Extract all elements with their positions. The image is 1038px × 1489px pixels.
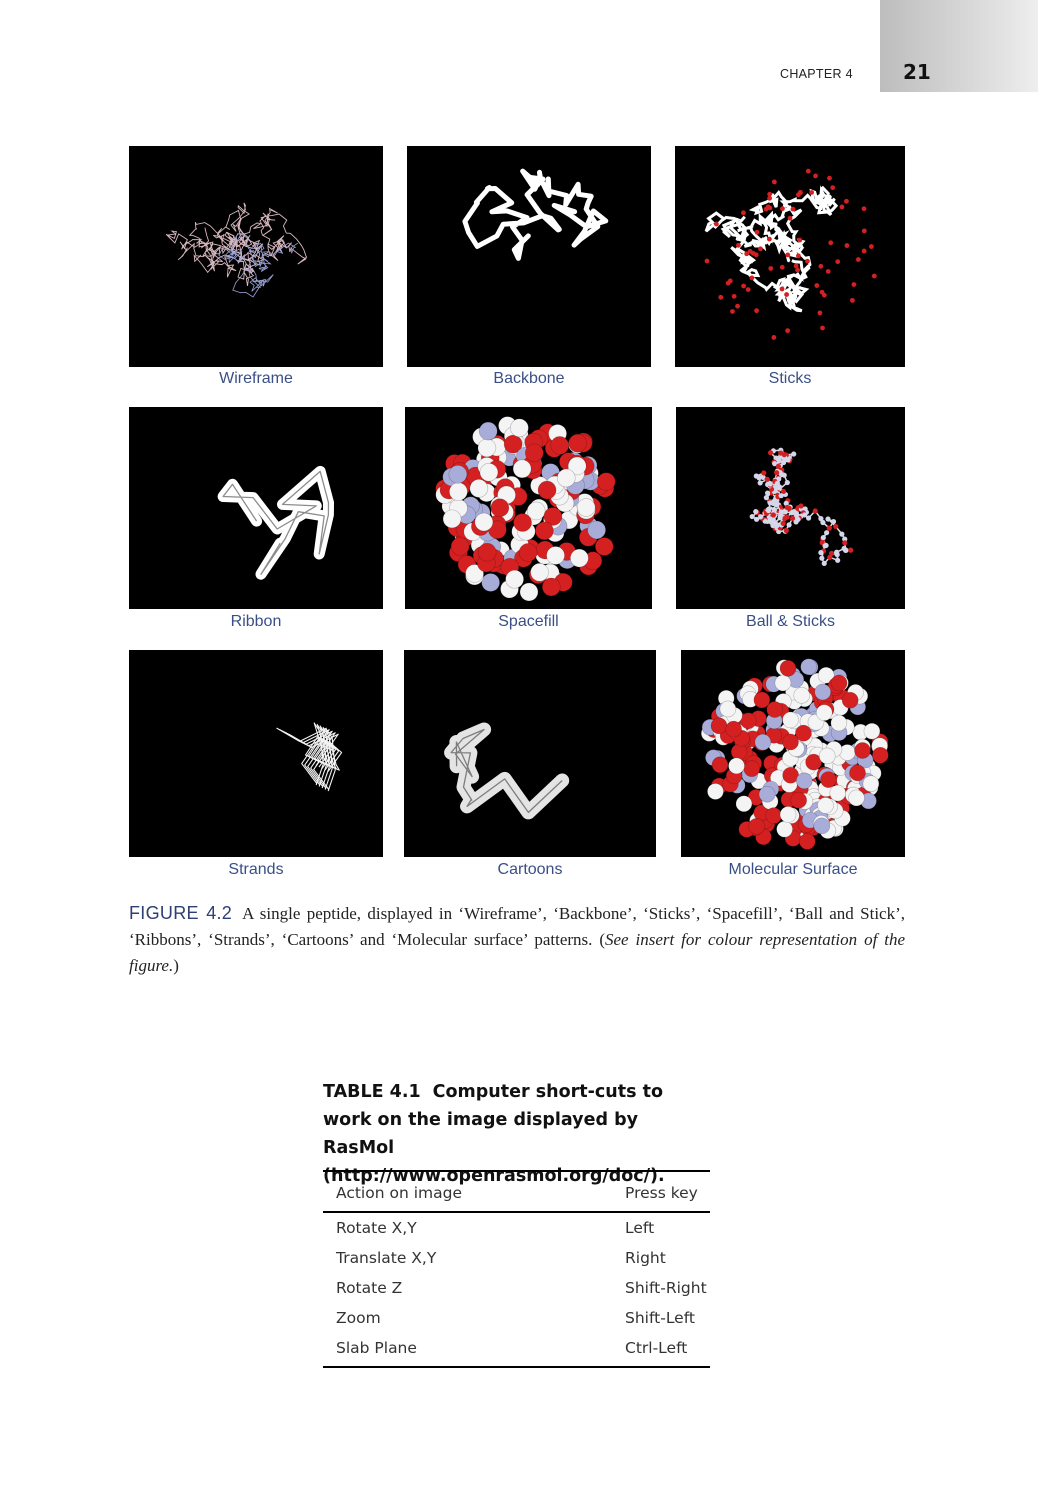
figure-label: FIGURE 4.2	[129, 903, 233, 923]
page-number: 21	[903, 60, 931, 84]
caption-text: A single peptide, displayed in ‘Wireframe’, ‘Backbone’, ‘Sticks’, ‘Spacefill’, ‘Ball and Stick’, ‘Ribbons’, ‘Strands’, ‘Cartoons’ and ‘Molecular surface’ patterns. (	[129, 904, 906, 949]
cell-action: Zoom	[336, 1309, 381, 1327]
table-label: TABLE 4.1	[323, 1082, 421, 1102]
wireframe-molecule-icon	[129, 146, 383, 367]
panel-label-backbone: Backbone	[493, 370, 565, 387]
table-header-row	[323, 1171, 710, 1212]
panel-ballsticks-image	[676, 407, 905, 609]
caption-italic: See insert for colour representation of the figure.	[129, 930, 905, 975]
cell-key: Left	[625, 1219, 655, 1237]
backbone-molecule-icon	[407, 146, 651, 367]
panel-label-wireframe: Wireframe	[219, 370, 293, 387]
header-key: Press key	[625, 1171, 710, 1212]
table-row	[323, 1333, 710, 1367]
shortcuts-table	[323, 1170, 710, 1368]
spacefill-molecule-icon	[405, 407, 652, 609]
panel-label-ballsticks: Ball & Sticks	[746, 613, 835, 630]
sticks-molecule-icon	[675, 146, 905, 367]
cell-action: Translate X,Y	[336, 1249, 437, 1267]
table-row	[323, 1212, 710, 1243]
panel-spacefill-image	[405, 407, 652, 609]
panel-strands-image	[129, 650, 383, 857]
ribbon-molecule-icon	[129, 407, 383, 609]
panel-label-sticks: Sticks	[768, 370, 812, 387]
cell-key: Right	[625, 1249, 666, 1267]
cell-key: Ctrl-Left	[625, 1333, 710, 1367]
panel-label-surface: Molecular Surface	[728, 861, 858, 878]
table-row	[323, 1273, 710, 1303]
cell-action: Rotate Z	[336, 1279, 403, 1297]
cell-key: Shift-Right	[625, 1279, 707, 1297]
cartoons-molecule-icon	[404, 650, 656, 857]
cell-action: Rotate X,Y	[336, 1219, 417, 1237]
panel-label-cartoons: Cartoons	[497, 861, 563, 878]
ballsticks-molecule-icon	[676, 407, 905, 609]
panel-ribbon-image	[129, 407, 383, 609]
caption-end: )	[173, 956, 179, 975]
chapter-label: CHAPTER 4	[780, 67, 853, 81]
panel-backbone-image	[407, 146, 651, 367]
panel-label-strands: Strands	[228, 861, 284, 878]
cell-key: Shift-Left	[625, 1309, 695, 1327]
panel-label-spacefill: Spacefill	[498, 613, 559, 630]
surface-molecule-icon	[681, 650, 905, 857]
panel-surface-image	[681, 650, 905, 857]
table-row	[323, 1243, 710, 1273]
panel-wireframe-image	[129, 146, 383, 367]
strands-molecule-icon	[129, 650, 383, 857]
table-row	[323, 1303, 710, 1333]
panel-cartoons-image	[404, 650, 656, 857]
panel-sticks-image	[675, 146, 905, 367]
header-action: Action on image	[323, 1171, 625, 1212]
table-title-text: Computer short-cuts to work on the image displayed by RasMol (http://www.openrasmol.org/doc/).	[323, 1082, 665, 1186]
panel-label-ribbon: Ribbon	[230, 613, 282, 630]
cell-action: Slab Plane	[323, 1333, 625, 1367]
figure-caption	[129, 900, 905, 979]
